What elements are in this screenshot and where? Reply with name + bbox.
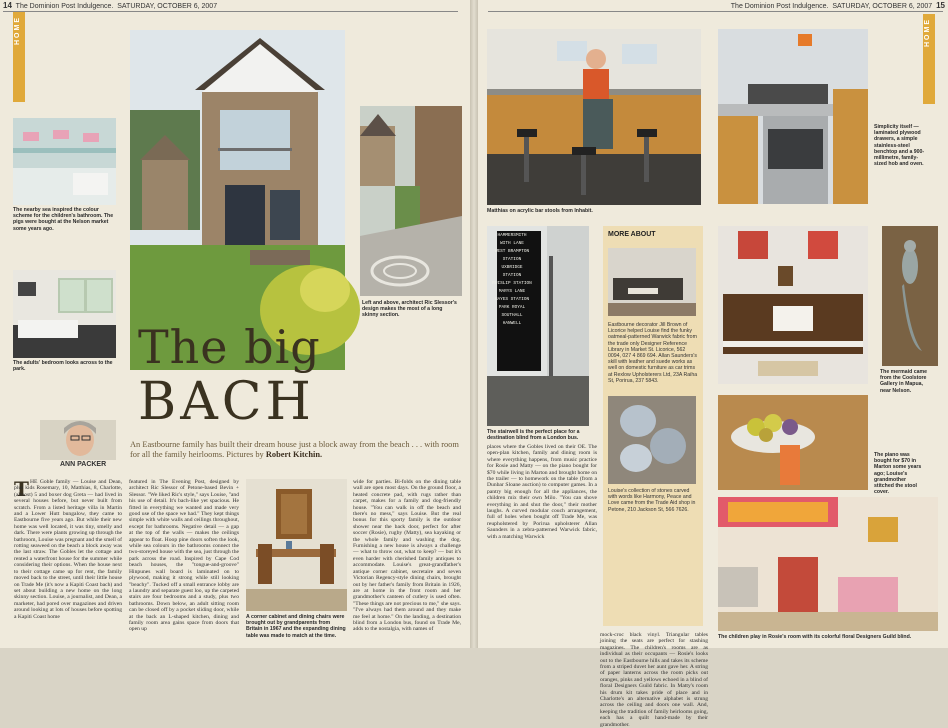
left-page	[0, 0, 470, 648]
photo-credit: Robert Kitchin.	[265, 450, 323, 459]
left-page-number: 14	[3, 1, 12, 10]
right-body-column-1: places where the Gobles lived on their OE. The open-plan kitchen, family and dining room is where everything happens, from music practice for Rosie and Matty — on the piano bought for $70 while living in Marton and brought home on the trailer — to homework on the table (from a Dunbar Sloane auction) to computer games. In a pantry big enough for all the appliances, the children mix their own Milo. "You can shove everything in and shut the door," their mother laughs. A curved modular couch arrangement, full of holes when bought off Trade Me, was reupholstered by Porirua upholsterer Allan Saunders in a zebra-patterned Warwick fabric, with a matching Warwick	[487, 444, 597, 540]
right-folio	[731, 0, 945, 11]
dining-photo	[246, 479, 347, 611]
bedroom-photo	[13, 270, 116, 358]
kitchen-caption: Simplicity itself — laminated plywood drawers, a simple stainless-steel benchtop and a 900-millimetre, family-sized hob and oven.	[874, 124, 925, 168]
piano-caption: The piano was bought for $70 in Marton some years ago; Louise's grandmother stitched the stool cover.	[874, 452, 922, 496]
blind-word: PARK ROYAL	[498, 305, 526, 310]
right-date: SATURDAY, OCTOBER 6, 2007	[832, 3, 933, 10]
mermaid-photo	[882, 226, 938, 366]
dining-caption: A corner cabinet and dining chairs were brought out by grandparents from Britain in 1967 and the expanding dining table was made to match at the time.	[246, 614, 346, 639]
bathroom-caption: The nearby sea inspired the colour scheme for the children's bathroom. The pigs were bought at the Nelson market some years ago.	[13, 207, 114, 232]
left-folio	[3, 0, 217, 11]
stools-caption: Matthias on acrylic bar stools from Inhabit.	[487, 208, 593, 214]
blind-word: STATION	[502, 273, 522, 278]
left-publication-title: The Dominion Post Indulgence.	[15, 3, 114, 10]
body-column-3: wide for parties. Bi-folds on the dining table wall are open most days. On the ground floor, a heated concrete pad, with rugs rather than carpet, makes for a family and dog-friendly house. "You can walk in off the beach and there's no mess," says Louise. But the real bonus for this sporty family is the outdoor shower near the back door, perfect for after soccer (Rosie), rugby (Matty), sea kayaking or the whole family and washing the dog. Furnishing a new house is always a challenge — what to throw out, what to keep? — but it's even harder with cherished family antiques to accommodate. Louise's great-grandfather's antique corner cabinet, secretaire and seven Victorian Regency-style dining chairs, brought out by her father's family from Britain in 1926, are at home in the front room and her grandmother's canteen of cutlery is used often. "These things are not precious to me," she says. "I've always had them around and they make me feel at home." On the landing, a destination blind from a London bus, found on Trade Me, adds to the nostalgia, with names of	[353, 479, 461, 633]
headline-line2: BACH	[138, 372, 315, 432]
left-date: SATURDAY, OCTOBER 6, 2007	[117, 3, 218, 10]
standfirst-text: An Eastbourne family has built their dream house just a block away from the beach . . . with room for all the family heirlooms. Pictures by	[130, 440, 459, 459]
page-gutter	[470, 0, 478, 648]
architect-caption: Left and above, architect Ric Slessor's design makes the most of a long skinny section.	[362, 300, 457, 319]
mermaid-caption: The mermaid came from the Coolstore Gallery in Mapua, near Nelson.	[880, 369, 927, 394]
left-header-rule	[3, 11, 458, 12]
house-exterior-photo	[130, 30, 345, 370]
more-about-sidebar	[603, 226, 703, 626]
blind-word: WITH LANE	[500, 241, 524, 246]
playroom-photo	[718, 497, 938, 631]
blind-word: MARYS LANE	[498, 289, 526, 294]
fruit-bowl-photo	[718, 395, 868, 490]
sidebar-heading: MORE ABOUT	[608, 231, 656, 238]
stairwell-caption: The stairwell is the perfect place for a destination blind from a London bus.	[487, 429, 580, 442]
right-header-rule	[488, 11, 943, 12]
body-column-2: featured in The Evening Post, designed by architect Ric Slessor of Petone-based Bevin + Slessor. "We liked Ric's style," says Louise, "and his use of detail. It's bach-like yet spacious. He fitted in everything we wanted and made very good use of the space we had." They kept things simple with white walls and ceilings throughout, except for bathrooms. Negative detail — a gap at the top of the walls — makes the ceilings appear to float. Hoop pine doors soften the look, while sea colours in the bathrooms connect the two-storeyed house with the sea, just through the park across the road. Inspired by Cape Cod beach houses, the "tongue-and-groove" Hinpunes wall board is laminated on to plywood, making it strong while still looking "beachy". Tucked off a small entrance lobby are a laundry and separate guest loo, up the carpeted stairs are four bedrooms and a study, plus two bathrooms. Down below, an adult sitting room can be closed off by a pocket sliding door, while at the back an L-shaped kitchen, dining and family room area gains space from doors that open up	[129, 479, 239, 633]
headline-line1: The big	[138, 320, 321, 374]
playroom-caption: The children play in Rosie's room with its colorful floral Designers Guild blind.	[718, 634, 912, 640]
blind-word: STATION	[502, 257, 522, 262]
blind-word: HAMMERSMITH	[497, 233, 527, 238]
piano-photo	[718, 226, 868, 384]
sidebar-text-2: Louise's collection of stones carved with words like Harmony, Peace and Love came from the Trade Aid shop in Petone, 210 Jackson St, 566 7626.	[608, 488, 696, 513]
blind-word: WEST BRAMPTON	[494, 249, 530, 254]
stones-photo	[608, 396, 696, 484]
byline: ANN PACKER	[60, 461, 107, 468]
path-photo	[360, 106, 462, 296]
right-body-column-2: mock-croc black vinyl. Triangular tables joining the seats are perfect for stashing magazines. The children's rooms are as individual as their occupants — Rosie's looks out to the Eastbourne hills and takes its scheme from a striped duvet her aunt gave her. A string of paper lanterns across the room picks out oranges, pinks and yellows echoed in a blind of floral Designers Guild fabric. In Matty's room his drum kit takes pride of place and in Charlotte's an alternative alphabet is strung across the ceiling and doors one wall. And, keeping the tradition of family heirlooms going, each has a quilt hand-made by their grandmother.	[600, 632, 708, 728]
blind-word: UXBRIDGE	[501, 265, 523, 270]
kitchen-photo	[718, 29, 868, 204]
right-publication-title: The Dominion Post Indulgence.	[730, 3, 829, 10]
standfirst	[130, 440, 460, 460]
sidebar-text-1: Eastbourne decorator Jill Brown of Licorice helped Louise find the funky oatmeal-patterned Warwick fabric from the trade only Designer Reference Library in Market St. Licorice, 562 0094, 027 4 869 694. Allan Saunders's skill with leather and suede works as well on domestic furniture as car trims at Rexlow Upholsterers Ltd, 23A Raiha St, Porirua, 237 5843.	[608, 322, 698, 384]
drop-cap: T	[14, 477, 29, 501]
lounge-photo	[608, 248, 696, 316]
right-page-number: 15	[936, 1, 945, 10]
bar-stools-photo	[487, 29, 701, 205]
left-section-tab	[13, 12, 25, 102]
right-page	[478, 0, 948, 728]
blind-word: RUISLIP STATION	[492, 281, 532, 286]
bedroom-caption: The adults' bedroom looks across to the park.	[13, 360, 113, 373]
blind-word: HANWELL	[502, 321, 522, 326]
bathroom-photo	[13, 118, 116, 205]
left-section-label: HOME	[14, 16, 21, 45]
body-column-1: HE Goble family — Louise and Dean, plus kids Rosemary, 10, Matthias, 8, Charlotte, (almost) 5 and boxer dog Greta — had lived in several houses before, but never built from scratch. From a listed heritage villa in Martin and a Lower Hutt bungalow, they came to Eastbourne five years ago. But while their new home was well located, it was tiny, smelly and dark. There were plants growing up through the bathroom, Louise was pregnant and the smell of rotting seaweed on the beach a block away was the last straw. The Gobles let the cottage and rented a waterfront house for the summer while considering their options. When the house next to their cottage came up for rent, the family moved back to the street, until their little house on Trade Me (it's now a Kapiti Coast bach) and set about building a new home on the long skinny section. Louise, a journalist, and Dean, a marketer, had pored over magazines and driven around looking at lots of houses before spotting a Kapiti Coast home	[14, 479, 122, 620]
right-section-label: HOME	[924, 18, 931, 47]
right-section-tab	[923, 14, 935, 104]
destination-blind	[492, 232, 532, 367]
blind-word: SOUTHALL	[501, 313, 523, 318]
author-portrait	[40, 420, 116, 460]
blind-word: HAYES STATION	[494, 297, 530, 302]
